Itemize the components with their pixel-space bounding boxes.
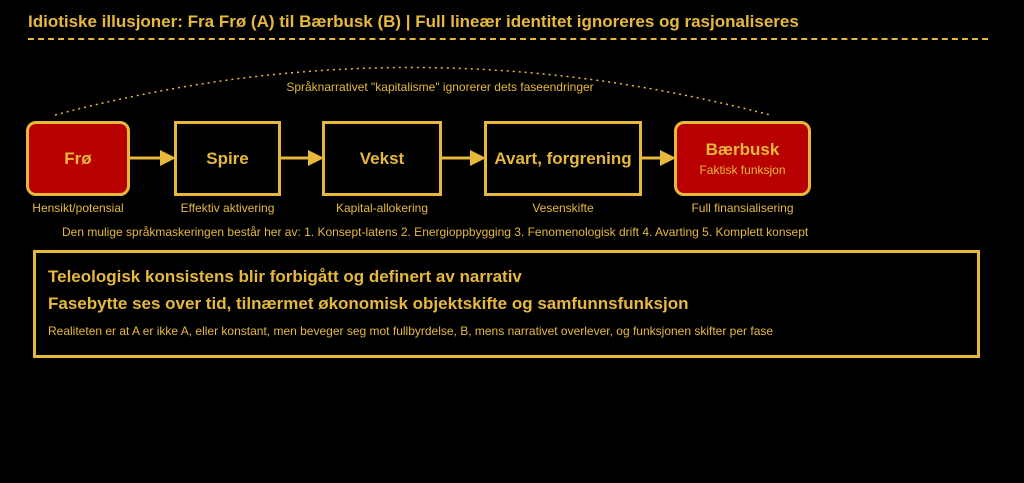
node-label: Spire — [206, 148, 249, 168]
summary-text: Realiteten er at A er ikke A, eller konstant, men beveger seg mot fullbyrdelse, B, mens narrativet overlever, og funksjonen skifter per fase — [48, 324, 774, 338]
node-label: Vekst — [359, 148, 405, 168]
arrow-3 — [441, 150, 486, 166]
summary-box — [33, 250, 980, 358]
summary-heading-1: Teleologisk konsistens blir forbigått og definert av narrativ — [48, 267, 522, 286]
node-label: Frø — [64, 148, 92, 168]
caption-fro: Hensikt/potensial — [32, 201, 124, 215]
node-vekst — [322, 121, 442, 196]
caption-vekst: Kapital-allokering — [335, 201, 429, 215]
arrow-1 — [129, 150, 176, 166]
diagram-title: Idiotiske illusjoner: Fra Frø (A) til Bærbusk (B) | Full lineær identitet ignoreres og rasjonaliseres — [28, 12, 799, 31]
masking-note: Den mulige språkmaskeringen består her av: 1. Konsept-latens 2. Energioppbygging 3. Fenomenologisk drift 4. Avarting 5. Komplett konsept — [62, 225, 809, 239]
arrow-4 — [641, 150, 676, 166]
arc-label: Språknarrativet "kapitalisme" ignorerer dets faseendringer — [286, 80, 594, 94]
node-sublabel: Faktisk funksjon — [699, 163, 786, 177]
node-spire — [174, 121, 281, 196]
node-avart — [484, 121, 642, 196]
arrow-2 — [280, 150, 324, 166]
node-label: Avart, forgrening — [494, 148, 632, 168]
caption-avart: Vesenskifte — [532, 201, 594, 215]
node-baerbusk — [674, 121, 811, 196]
summary-heading-2: Fasebytte ses over tid, tilnærmet økonomisk objektskifte og samfunnsfunksjon — [48, 294, 689, 313]
caption-baerbusk: Full finansialisering — [691, 201, 794, 215]
node-fro — [26, 121, 130, 196]
caption-spire: Effektiv aktivering — [180, 201, 275, 215]
node-label: Bærbusk — [705, 140, 780, 159]
